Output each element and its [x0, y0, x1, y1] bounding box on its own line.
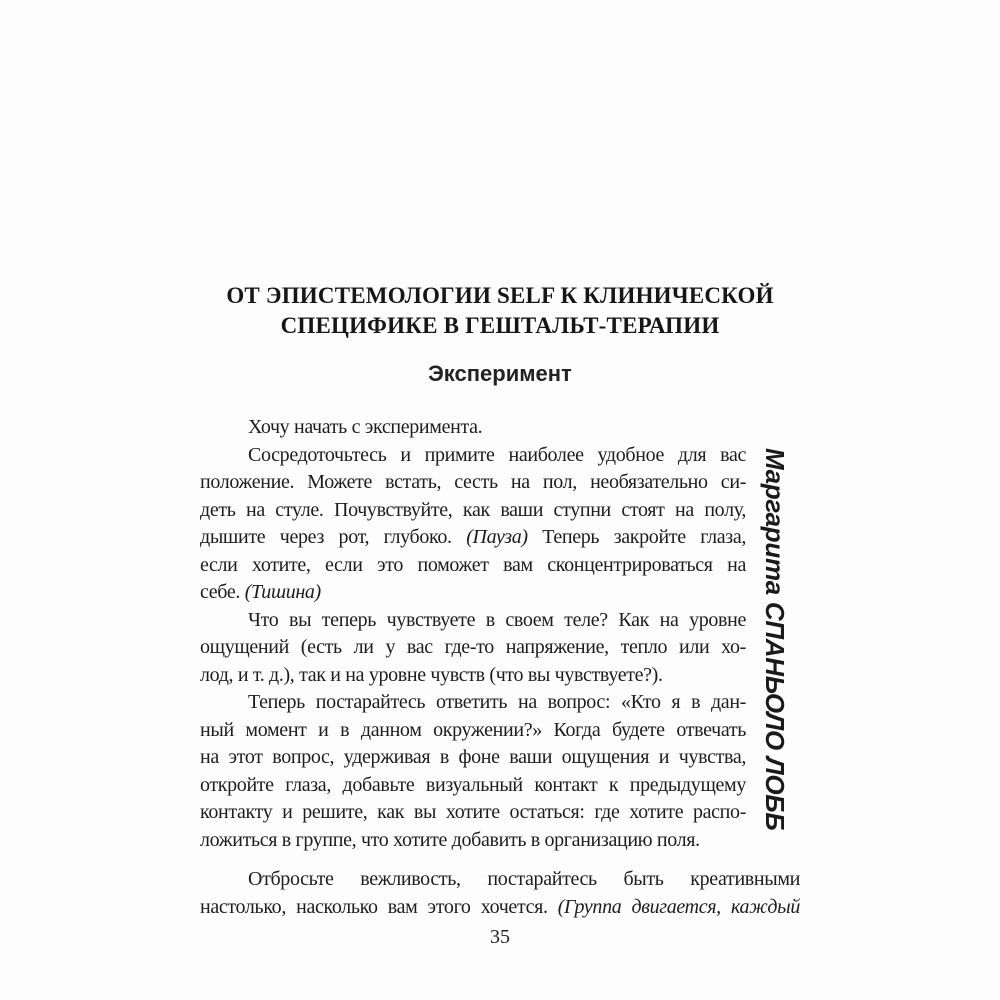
text-line — [200, 662, 746, 690]
body-text — [200, 414, 800, 921]
chapter-title — [200, 281, 800, 341]
text-line — [200, 634, 746, 662]
text-line — [200, 607, 746, 635]
text-line — [200, 524, 746, 552]
text-line — [200, 744, 746, 772]
paragraph — [200, 689, 746, 854]
text-line — [200, 497, 746, 525]
text-segment: Сосредоточьтесь и примите наиболее удобное для вас — [248, 443, 746, 466]
text-segment: Хочу начать с эксперимента. — [248, 416, 483, 438]
section-heading: Эксперимент — [428, 361, 572, 386]
text-segment: откройте глаза, добавьте визуальный контакт к предыдущему — [200, 773, 746, 796]
side-author-label: Маргарита СПАНЬОЛО ЛОББ — [760, 448, 790, 831]
text-line — [200, 827, 746, 855]
text-line — [200, 717, 746, 745]
page-number: 35 — [490, 926, 510, 948]
text-line — [200, 689, 746, 717]
text-line — [200, 866, 800, 894]
text-segment: на этот вопрос, удерживая в фоне ваши ощущения и чувства, — [200, 746, 746, 768]
text-line — [200, 552, 746, 580]
text-segment: Теперь закройте глаза, — [527, 526, 746, 548]
text-segment: деть на стуле. Почувствуйте, как ваши ступни стоят на полу, — [200, 498, 746, 521]
text-line — [200, 772, 746, 800]
text-segment: лод, и т. д.), так и на уровне чувств (что вы чувствуете?). — [200, 663, 663, 686]
paragraph — [200, 866, 800, 921]
text-segment: Что вы теперь чувствуете в своем теле? Как на уровне — [248, 608, 746, 631]
text-line — [200, 442, 746, 470]
paragraph — [200, 607, 746, 690]
text-segment: если хотите, если это поможет вам сконцентрироваться на — [200, 553, 746, 576]
text-segment: ощущений (есть ли у вас где-то напряжение, тепло или хо- — [200, 636, 746, 658]
text-segment: настолько, насколько вам этого хочется. — [200, 895, 558, 918]
text-segment: ный момент и в данном окружении?» Когда будете отвечать — [200, 718, 746, 741]
text-segment: ложиться в группе, что хотите добавить в организацию поля. — [200, 828, 700, 851]
text-segment: дышите через рот, глубоко. — [200, 526, 467, 548]
text-segment: контакту и решите, как вы хотите остаться: где хотите распо- — [200, 801, 746, 823]
text-segment: себе. — [200, 581, 245, 603]
text-segment: Теперь постарайтесь ответить на вопрос: «Кто я в дан- — [248, 691, 746, 713]
paragraph — [200, 442, 746, 607]
text-segment: положение. Можете встать, сесть на пол, необязательно си- — [200, 471, 746, 493]
paragraph — [200, 414, 746, 442]
text-line — [200, 469, 746, 497]
chapter-title-line-2: СПЕЦИФИКЕ В ГЕШТАЛЬТ-ТЕРАПИИ — [280, 313, 720, 338]
text-segment-italic: (Пауза) — [466, 526, 528, 548]
text-line — [200, 579, 746, 607]
text-segment: Отбросьте вежливость, постарайтесь быть креативными — [248, 868, 800, 890]
chapter-title-line-1: ОТ ЭПИСТЕМОЛОГИИ SELF К КЛИНИЧЕСКОЙ — [226, 283, 774, 308]
text-segment-italic: (Тишина) — [244, 581, 321, 603]
text-line — [200, 894, 800, 922]
text-line — [200, 799, 746, 827]
text-segment-italic: (Группа двигается, каждый — [557, 895, 800, 918]
text-line — [200, 414, 746, 442]
